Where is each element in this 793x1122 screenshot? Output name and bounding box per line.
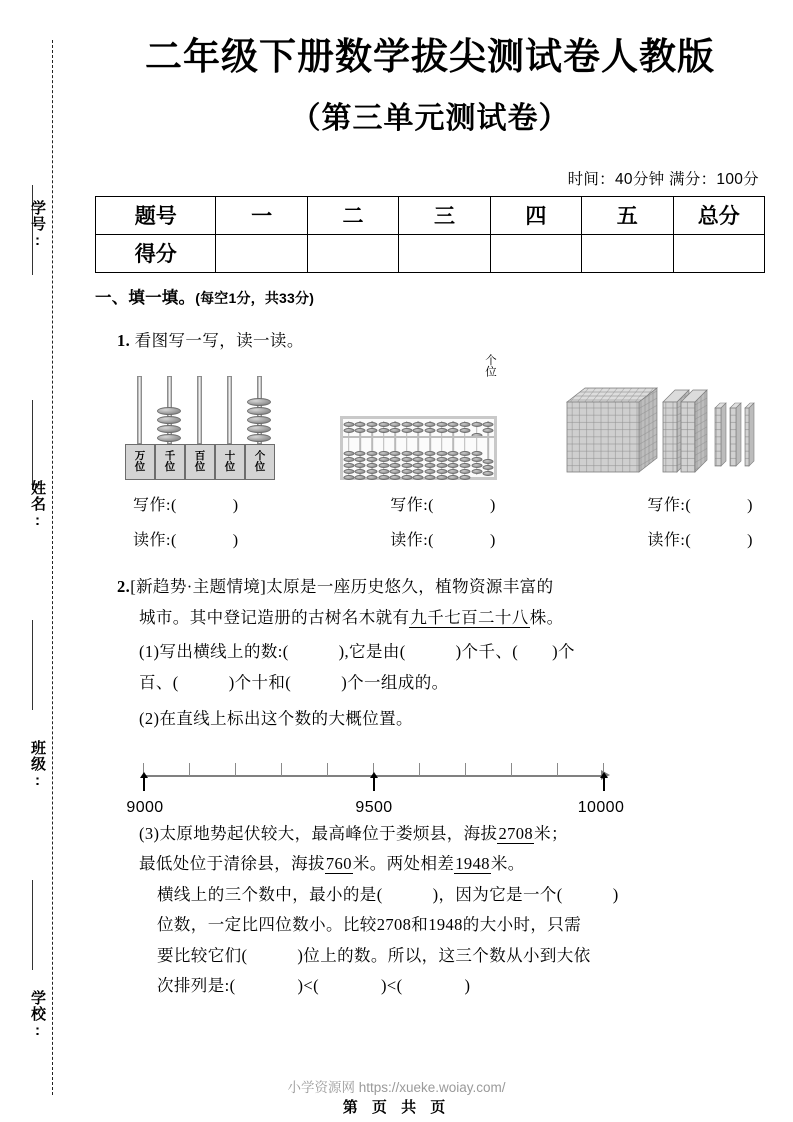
question-2-sub3-line6 (117, 971, 765, 1002)
question-2-sub2 (117, 704, 765, 735)
question-1 (95, 326, 765, 357)
number-line-marker-9500 (373, 777, 375, 791)
col-header-4: 四 (490, 196, 581, 234)
ten-rod (745, 403, 754, 466)
score-cell-total[interactable] (673, 234, 764, 272)
margin-rule (32, 880, 33, 970)
write-blank-1[interactable]: 写作:( ) (133, 497, 239, 515)
bead-qian (157, 416, 181, 424)
section-heading-1 (95, 284, 765, 308)
page-footer: 第 页 共 页 (342, 1099, 451, 1116)
place-label-bai-char1: 百 (194, 451, 206, 463)
section-heading-points: (每空1分，共33分) (195, 289, 315, 306)
question-2 (95, 572, 765, 1002)
exam-meta: 时间：40分钟 满分：100分 (567, 170, 759, 188)
question-2-line2-pre: 城市。其中登记造册的古树名木就有 (139, 607, 410, 627)
margin-rule (32, 620, 33, 710)
question-2-sub3-line2 (117, 849, 765, 880)
sub3-underlined-1948: 1948 (455, 854, 490, 874)
sub1-label: (1) (139, 642, 160, 662)
suanpan-column (424, 419, 436, 477)
question-2-line1: 太原是一座历史悠久，植物资源丰富的 (266, 577, 554, 597)
sub3-l5b: )位上的数。所以，这三个数从小到大依 (297, 945, 591, 965)
sub3-l2c: 米。 (490, 854, 525, 874)
sub3-l3c: ) (612, 884, 619, 904)
place-label-ge-char2: 位 (254, 462, 266, 474)
question-2-line2-post: 株。 (529, 607, 564, 627)
site-watermark: 小学资源网 https://xueke.woiay.com/ (287, 1080, 506, 1095)
sub2-label: (2) (139, 709, 160, 729)
suanpan-column (355, 419, 367, 477)
read-blank-2[interactable]: 读作:( ) (390, 532, 496, 550)
question-2-stem-line2 (117, 603, 765, 634)
section-heading-label: 一、填一填。 (95, 288, 196, 307)
place-label-shi (215, 444, 245, 480)
sub1-part7: )个一组成的。 (341, 672, 449, 692)
number-line-tick (327, 763, 328, 776)
page-subtitle: （第三单元测试卷） (290, 101, 570, 135)
number-line-marker-10000 (603, 777, 605, 791)
margin-label-student-id: 学号: (29, 200, 46, 250)
question-1-prompt: 看图写一写，读一读。 (134, 330, 304, 350)
sub1-part4: )个 (552, 642, 575, 662)
suanpan-figure (340, 354, 500, 480)
sub3-l1b: 米； (534, 823, 568, 843)
read-blank-1[interactable]: 读作:( ) (133, 532, 239, 550)
place-label-shi-char1: 十 (224, 451, 236, 463)
bead-ge (247, 407, 271, 415)
bead-qian (157, 425, 181, 433)
question-2-number: 2. (117, 577, 131, 597)
number-line-tick (557, 763, 558, 776)
place-label-wan (125, 444, 155, 480)
sub3-l4a: 位数，一定比四位数小。比较2708和1948的大小时，只需 (157, 915, 582, 935)
sub1-part5: 百、( (139, 672, 179, 692)
write-blank-2[interactable]: 写作:( ) (390, 497, 496, 515)
score-cell-2[interactable] (307, 234, 398, 272)
margin-label-class: 班级: (29, 740, 46, 790)
number-line-label-9000: 9000 (126, 798, 164, 816)
suanpan-column (459, 419, 471, 477)
suanpan-column-tens (471, 419, 483, 477)
margin-label-name: 姓名: (29, 480, 46, 530)
place-label-bai (185, 444, 215, 480)
question-1-figures (95, 354, 765, 480)
rod-shi (227, 376, 232, 444)
sub3-underlined-760: 760 (325, 854, 352, 874)
bead-qian (157, 407, 181, 415)
number-line-tick (235, 763, 236, 776)
question-2-sub3-line1 (117, 819, 765, 850)
row-header-score: 得分 (96, 234, 216, 272)
suanpan-column (413, 419, 425, 477)
sub3-l5a: 要比较它们( (157, 945, 248, 965)
ten-rod (715, 403, 726, 466)
question-1-number: 1. (117, 330, 131, 350)
number-line-marker-9000 (143, 777, 145, 791)
base-ten-blocks-svg (565, 372, 755, 480)
margin-label-school: 学校: (29, 990, 46, 1040)
col-header-3: 三 (399, 196, 490, 234)
sub3-l6d: ) (464, 976, 471, 996)
sub3-l3a: 横线上的三个数中，最小的是( (157, 884, 383, 904)
score-table (95, 196, 765, 273)
write-blank-3[interactable]: 写作:( ) (647, 497, 753, 515)
rod-wan (137, 376, 142, 444)
page-content (68, 0, 793, 1122)
place-value-base (125, 444, 275, 480)
sub3-l6a: 次排列是:( (157, 976, 236, 996)
number-line-label-10000: 10000 (577, 798, 625, 816)
sub3-l2b: 米。两处相差 (352, 854, 455, 874)
fold-dashed-line (52, 40, 53, 1095)
read-blank-3[interactable]: 读作:( ) (647, 532, 753, 550)
place-label-ge-char1: 个 (254, 451, 266, 463)
thousand-cube (567, 388, 657, 472)
number-line-tick (465, 763, 466, 776)
rod-bai (197, 376, 202, 444)
suanpan-beam (343, 436, 494, 438)
suanpan-column (389, 419, 401, 477)
question-2-sub1 (117, 637, 765, 668)
question-2-sub3-line5 (117, 941, 765, 972)
number-line-tick (189, 763, 190, 776)
sub3-l3b: )，因为它是一个( (432, 884, 563, 904)
number-line-tick (419, 763, 420, 776)
bead-qian (157, 434, 181, 442)
place-label-qian-char2: 位 (164, 462, 176, 474)
base-ten-blocks-figure (565, 372, 755, 480)
suanpan-column (447, 419, 459, 477)
counting-rod-abacus (125, 372, 275, 480)
question-2-underlined-number: 九千七百二十八 (410, 607, 529, 627)
question-2-sub3-line3 (117, 880, 765, 911)
place-label-shi-char2: 位 (224, 462, 236, 474)
row-header-question-number: 题号 (96, 196, 216, 234)
score-cell-1[interactable] (216, 234, 307, 272)
col-header-1: 一 (216, 196, 307, 234)
col-header-total: 总分 (673, 196, 764, 234)
place-label-ge (245, 444, 275, 480)
sub2-text: 在直线上标出这个数的大概位置。 (159, 709, 413, 729)
ten-rod (730, 403, 741, 466)
sub1-part2: ),它是由( (338, 642, 406, 662)
score-cell-5[interactable] (582, 234, 673, 272)
sub3-l2a: 最低处位于清徐县，海拔 (139, 854, 325, 874)
sub1-part1: 写出横线上的数:( (159, 642, 289, 662)
table-row-header (96, 196, 765, 234)
sub3-l6c: )<( (380, 976, 403, 996)
number-line-tick (281, 763, 282, 776)
question-2-sub3-line4 (117, 910, 765, 941)
place-label-wan-char1: 万 (134, 451, 146, 463)
read-row (95, 527, 765, 550)
bead-ge (247, 425, 271, 433)
suanpan-ones-label: 个位 (484, 354, 496, 378)
table-row-score (96, 234, 765, 272)
score-cell-4[interactable] (490, 234, 581, 272)
sub3-l1a: 太原地势起伏较大，最高峰位于娄烦县，海拔 (159, 823, 498, 843)
question-2-tag: [新趋势·主题情境] (130, 577, 267, 597)
place-label-bai-char2: 位 (194, 462, 206, 474)
bead-ge (247, 434, 271, 442)
number-line-label-9500: 9500 (355, 798, 393, 816)
place-label-qian-char1: 千 (164, 451, 176, 463)
col-header-5: 五 (582, 196, 673, 234)
score-cell-3[interactable] (399, 234, 490, 272)
bead-ge (247, 416, 271, 424)
bead-ge (247, 398, 271, 406)
suanpan-column (366, 419, 378, 477)
left-margin (0, 0, 68, 1122)
page-title: 二年级下册数学拔尖测试卷人教版 (145, 36, 715, 77)
suanpan-column (436, 419, 448, 477)
write-row (95, 492, 765, 515)
suanpan-column-ones (482, 419, 494, 477)
suanpan-frame (340, 416, 497, 480)
sub1-part3: )个千、( (455, 642, 519, 662)
number-line-tick (511, 763, 512, 776)
question-2-sub1-line2 (117, 668, 765, 699)
sub3-l6b: )<( (297, 976, 319, 996)
col-header-2: 二 (307, 196, 398, 234)
rod-columns (125, 372, 275, 444)
suanpan-column (401, 419, 413, 477)
question-2-stem (117, 572, 765, 603)
sub3-underlined-2708: 2708 (498, 823, 534, 843)
margin-rule (32, 400, 33, 490)
suanpan-column (378, 419, 390, 477)
place-label-qian (155, 444, 185, 480)
place-label-wan-char2: 位 (134, 462, 146, 474)
suanpan-column (343, 419, 355, 477)
sub3-label: (3) (139, 823, 160, 843)
number-line-figure[interactable] (126, 753, 633, 816)
sub1-part6: )个十和( (228, 672, 292, 692)
hundred-flat (681, 390, 707, 472)
